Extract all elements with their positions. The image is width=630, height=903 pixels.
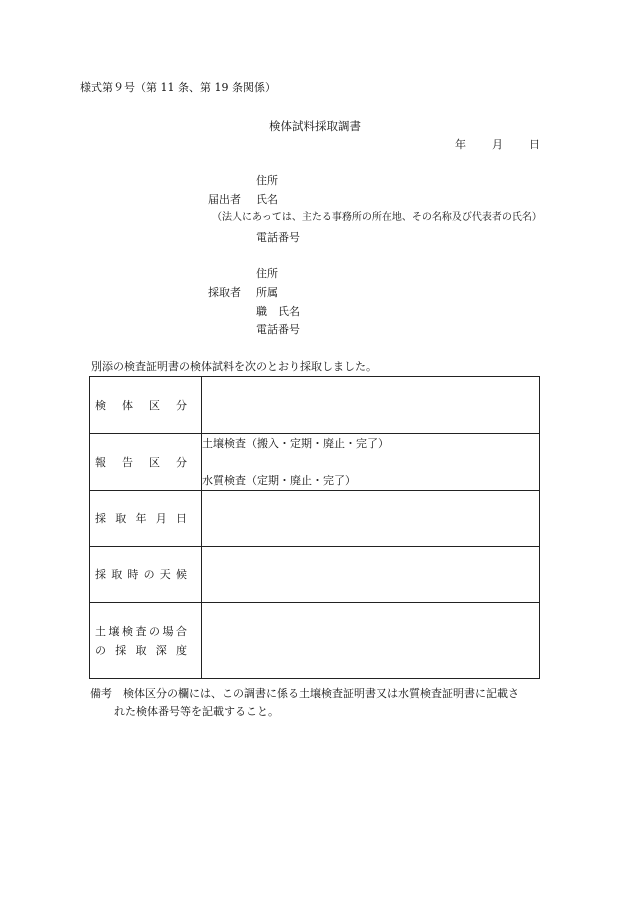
- notifier-label: 届出者: [208, 193, 241, 206]
- notifier-address-label: 住所: [256, 174, 278, 187]
- remarks-line-1: 備考 検体区分の欄には、この調書に係る土壌検査証明書又は水質検査証明書に記載さ: [90, 687, 519, 700]
- row-label: 報 告 区 分: [90, 434, 202, 491]
- sampling-table: [89, 376, 540, 679]
- date-month: 月: [492, 138, 503, 151]
- water-test-option[interactable]: 水質検査（定期・廃止・完了）: [202, 474, 356, 487]
- sampling-date-cell[interactable]: [202, 491, 540, 547]
- document-title: 検体試料採取調書: [269, 119, 361, 133]
- sampling-depth-cell[interactable]: [202, 603, 540, 679]
- sampler-address-label: 住所: [256, 267, 278, 280]
- notifier-corporate-note: （法人にあっては、主たる事務所の所在地、その名称及び代表者の氏名）: [212, 212, 542, 223]
- table-row-sampling-depth: [90, 603, 540, 679]
- sampler-label: 採取者: [208, 286, 241, 299]
- table-row-specimen-category: [90, 377, 540, 434]
- sampling-weather-cell[interactable]: [202, 547, 540, 603]
- row-label: 採 取 年 月 日: [90, 491, 202, 547]
- table-row-sampling-weather: [90, 547, 540, 603]
- sampler-phone-label: 電話番号: [256, 323, 300, 336]
- row-label: 検 体 区 分: [90, 377, 202, 434]
- intro-text: 別添の検査証明書の検体試料を次のとおり採取しました。: [91, 360, 377, 373]
- sampler-position-name-label: 職 氏名: [256, 305, 300, 318]
- notifier-phone-label: 電話番号: [256, 231, 300, 244]
- date-line: [455, 139, 540, 150]
- sampler-affiliation-label: 所属: [256, 286, 278, 299]
- remarks: [90, 685, 555, 721]
- row-label: 土 壌 検 査 の 場 合 の 採 取 深 度: [90, 603, 202, 679]
- notifier-name-label: 氏名: [256, 193, 278, 206]
- table-row-report-category: [90, 434, 540, 491]
- row-label: 採 取 時 の 天 候: [90, 547, 202, 603]
- form-number: 様式第９号（第 11 条、第 19 条関係）: [80, 81, 276, 94]
- date-day: 日: [529, 138, 540, 151]
- date-year: 年: [455, 138, 466, 151]
- soil-test-option[interactable]: 土壌検査（搬入・定期・廃止・完了）: [202, 437, 389, 450]
- specimen-category-cell[interactable]: [202, 377, 540, 434]
- report-category-cell[interactable]: [202, 434, 540, 491]
- remarks-line-2: れた検体番号等を記載すること。: [114, 705, 279, 718]
- table-row-sampling-date: [90, 491, 540, 547]
